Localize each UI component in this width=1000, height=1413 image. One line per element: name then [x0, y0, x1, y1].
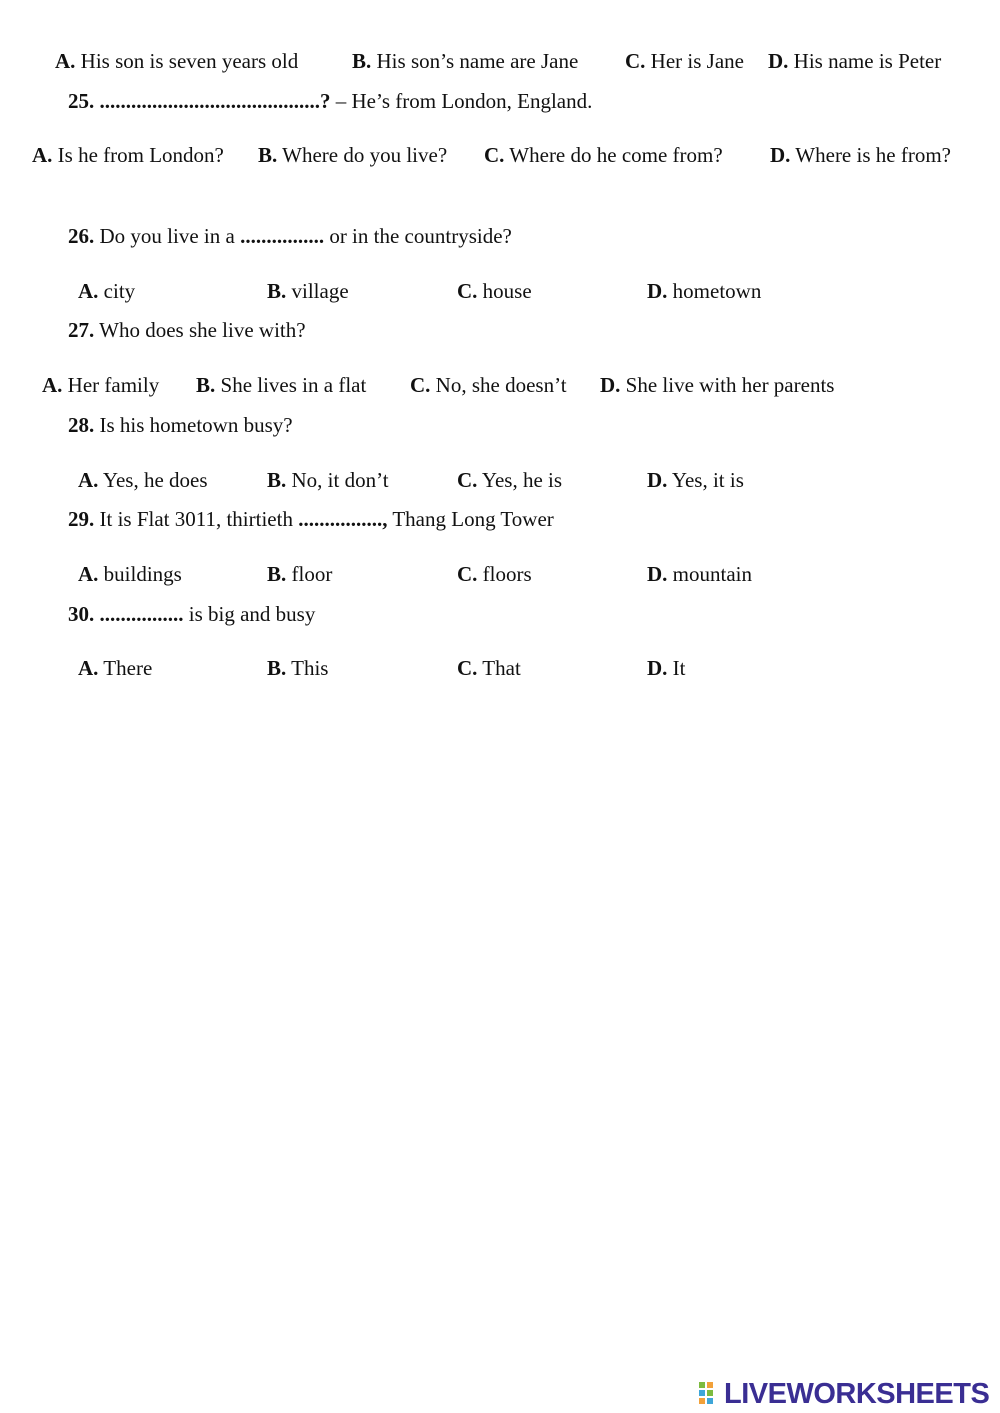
option-label: C. [457, 279, 478, 303]
option-text: No, she doesn’t [435, 373, 567, 397]
option-text: mountain [672, 562, 752, 586]
answer-blank[interactable]: ................ [99, 602, 184, 626]
q25-question [68, 88, 592, 114]
option-text: Where do he come from? [509, 143, 723, 167]
liveworksheets-logo[interactable] [698, 1378, 989, 1410]
option-text: Is he from London? [57, 143, 224, 167]
q24-option-b[interactable] [352, 48, 578, 74]
answer-blank[interactable]: ................, [298, 507, 388, 531]
option-text: village [291, 279, 349, 303]
option-label: C. [410, 373, 431, 397]
q28-option-a[interactable] [78, 467, 208, 493]
q30-question [68, 601, 315, 627]
option-label: A. [78, 562, 99, 586]
option-text: She lives in a flat [220, 373, 367, 397]
q29-option-d[interactable] [647, 561, 752, 587]
q29-option-b[interactable] [267, 561, 332, 587]
q29-option-c[interactable] [457, 561, 532, 587]
option-text: This [291, 656, 329, 680]
question-text: Who does she live with? [99, 318, 306, 342]
option-text: Her is Jane [650, 49, 744, 73]
option-label: D. [647, 656, 668, 680]
liveworksheets-logo-icon [698, 1380, 722, 1408]
option-text: His son’s name are Jane [376, 49, 579, 73]
option-label: C. [457, 468, 478, 492]
option-text: hometown [672, 279, 762, 303]
option-text: house [482, 279, 532, 303]
option-text: floors [482, 562, 532, 586]
q26-option-b[interactable] [267, 278, 349, 304]
q28-option-d[interactable] [647, 467, 744, 493]
q26-option-d[interactable] [647, 278, 761, 304]
option-text: Yes, he is [481, 468, 563, 492]
q24-option-d[interactable] [768, 48, 941, 74]
option-label: C. [625, 49, 646, 73]
q26-option-a[interactable] [78, 278, 135, 304]
option-text: She live with her parents [625, 373, 835, 397]
option-label: D. [768, 49, 789, 73]
q27-question [68, 317, 306, 343]
option-label: C. [457, 562, 478, 586]
option-label: A. [78, 656, 99, 680]
option-text: It [672, 656, 686, 680]
question-number: 30. [68, 602, 95, 626]
q26-question [68, 223, 512, 249]
option-label: A. [78, 279, 99, 303]
question-text-after: or in the countryside? [324, 224, 512, 248]
option-text: city [103, 279, 136, 303]
option-label: B. [267, 562, 287, 586]
option-label: B. [267, 656, 287, 680]
option-label: D. [647, 468, 668, 492]
option-label: C. [457, 656, 478, 680]
q26-option-c[interactable] [457, 278, 532, 304]
option-label: A. [55, 49, 76, 73]
q29-question [68, 506, 554, 532]
question-number: 26. [68, 224, 95, 248]
q25-option-a[interactable] [32, 142, 224, 168]
option-label: B. [258, 143, 278, 167]
option-label: B. [267, 279, 287, 303]
q25-option-d[interactable] [770, 142, 951, 168]
question-number: 25. [68, 89, 95, 113]
option-label: A. [78, 468, 99, 492]
option-label: B. [196, 373, 216, 397]
option-text: floor [291, 562, 333, 586]
q24-option-c[interactable] [625, 48, 744, 74]
option-label: B. [352, 49, 372, 73]
option-label: D. [770, 143, 791, 167]
q30-option-b[interactable] [267, 655, 328, 681]
option-text: His son is seven years old [80, 49, 299, 73]
option-label: D. [647, 562, 668, 586]
question-number: 28. [68, 413, 95, 437]
q28-option-c[interactable] [457, 467, 562, 493]
option-text: Where do you live? [282, 143, 448, 167]
q24-option-a[interactable] [55, 48, 298, 74]
option-text: buildings [103, 562, 182, 586]
option-text: No, it don’t [291, 468, 389, 492]
option-text: There [103, 656, 153, 680]
q25-option-c[interactable] [484, 142, 723, 168]
question-text-after: Thang Long Tower [387, 507, 554, 531]
option-text: Yes, he does [102, 468, 208, 492]
option-text: That [482, 656, 521, 680]
q25-option-b[interactable] [258, 142, 447, 168]
q27-option-d[interactable] [600, 372, 834, 398]
question-text: – He’s from London, England. [330, 89, 593, 113]
q28-option-b[interactable] [267, 467, 389, 493]
logo-text: LIVEWORKSHEETS [724, 1377, 990, 1410]
q28-question [68, 412, 293, 438]
question-text: Is his hometown busy? [99, 413, 293, 437]
q30-option-a[interactable] [78, 655, 152, 681]
option-label: A. [32, 143, 53, 167]
option-text: Where is he from? [795, 143, 951, 167]
question-text-after: is big and busy [183, 602, 316, 626]
question-number: 29. [68, 507, 95, 531]
option-label: B. [267, 468, 287, 492]
option-label: D. [600, 373, 621, 397]
q29-option-a[interactable] [78, 561, 182, 587]
option-text: Yes, it is [671, 468, 744, 492]
q27-option-a[interactable] [42, 372, 159, 398]
q30-option-c[interactable] [457, 655, 521, 681]
question-number: 27. [68, 318, 95, 342]
q27-option-c[interactable] [410, 372, 567, 398]
q27-option-b[interactable] [196, 372, 366, 398]
option-label: A. [42, 373, 63, 397]
option-text: His name is Peter [793, 49, 942, 73]
answer-blank[interactable]: ..........................................? [99, 89, 331, 113]
option-text: Her family [67, 373, 160, 397]
option-label: C. [484, 143, 505, 167]
q30-option-d[interactable] [647, 655, 686, 681]
answer-blank[interactable]: ................ [240, 224, 325, 248]
option-label: D. [647, 279, 668, 303]
question-text-before: It is Flat 3011, thirtieth [99, 507, 299, 531]
question-text-before: Do you live in a [99, 224, 241, 248]
